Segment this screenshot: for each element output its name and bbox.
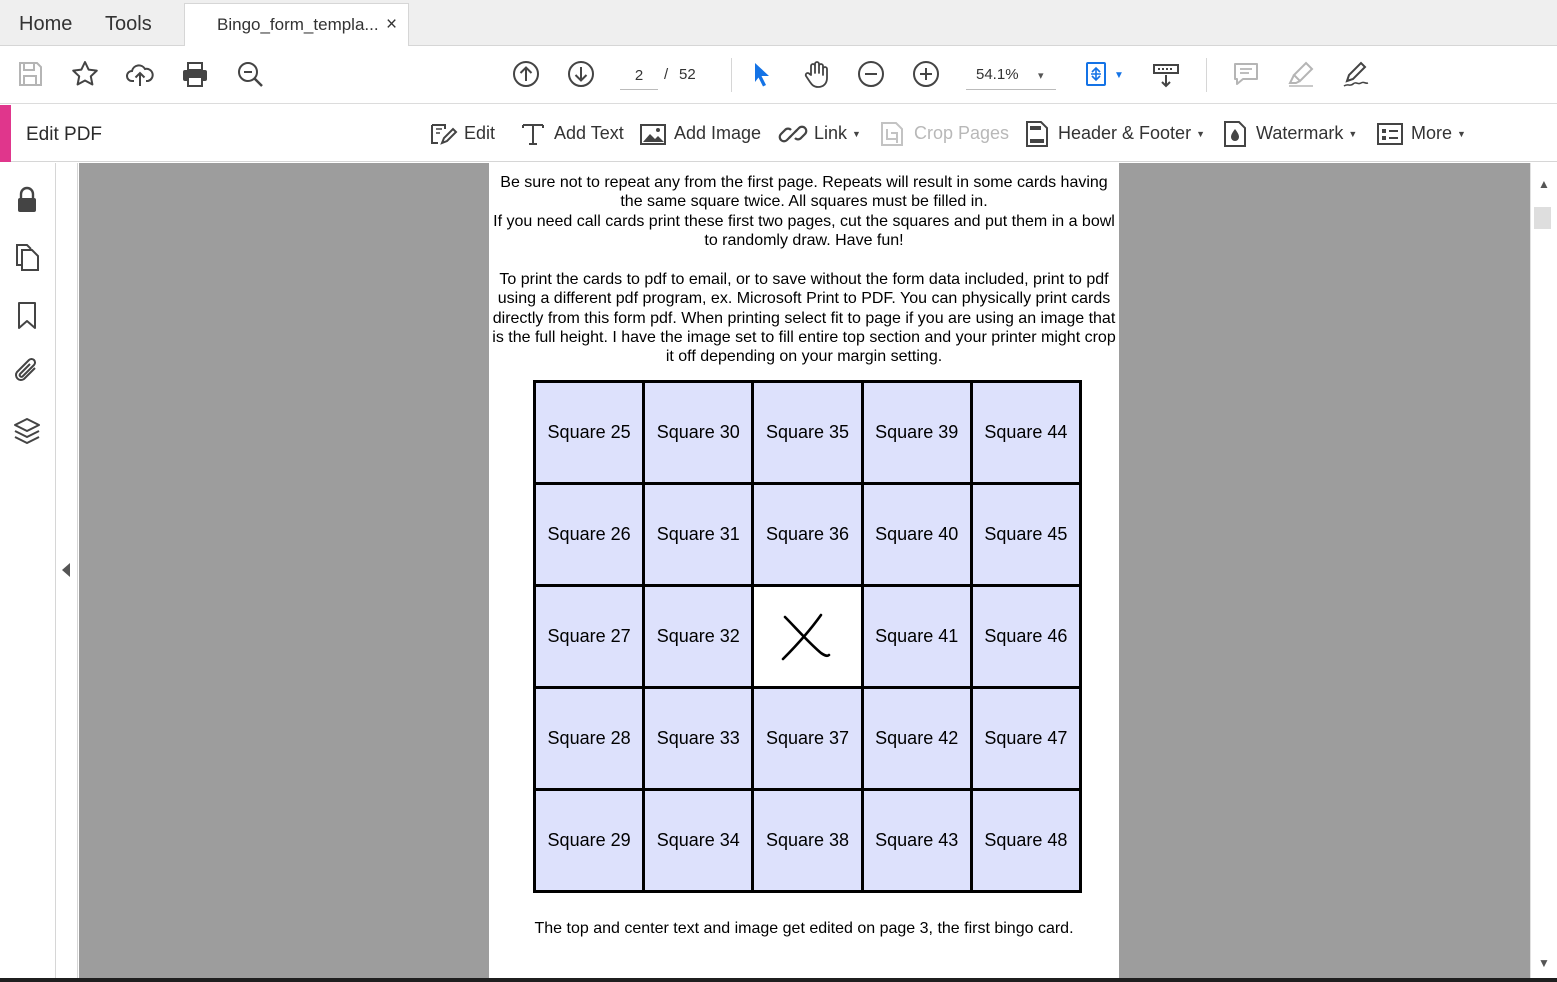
- chevron-down-icon: ▼: [852, 128, 861, 139]
- x-mark-icon: [777, 609, 837, 665]
- save-icon[interactable]: [12, 56, 48, 92]
- add-image-button[interactable]: [638, 105, 761, 162]
- link-button[interactable]: [778, 105, 861, 162]
- bingo-square[interactable]: Square 36: [754, 485, 860, 584]
- bingo-square[interactable]: Square 47: [973, 689, 1079, 788]
- edit-label: Edit: [464, 123, 496, 143]
- scroll-thumb[interactable]: [1534, 207, 1551, 229]
- bingo-square[interactable]: Square 35: [754, 383, 860, 482]
- scroll-mode-icon[interactable]: [1148, 56, 1184, 92]
- chevron-down-icon: ▼: [1196, 128, 1205, 139]
- chevron-down-icon: ▼: [1457, 128, 1466, 139]
- bingo-square[interactable]: Square 29: [536, 791, 642, 890]
- edit-pdf-toolbar: [0, 105, 1557, 162]
- bingo-square[interactable]: Square 46: [973, 587, 1079, 686]
- bingo-square[interactable]: Square 41: [864, 587, 970, 686]
- chevron-down-icon: ▾: [1038, 70, 1044, 82]
- bingo-square[interactable]: Square 25: [536, 383, 642, 482]
- bingo-square[interactable]: Square 44: [973, 383, 1079, 482]
- highlight-icon[interactable]: [1283, 56, 1319, 92]
- more-list-icon: [1375, 119, 1405, 149]
- bingo-square[interactable]: Square 40: [864, 485, 970, 584]
- window-bottom-edge: [0, 978, 1557, 982]
- edit-accent-stripe: [0, 105, 11, 162]
- watermark-button[interactable]: [1220, 105, 1357, 162]
- document-tab-title: Bingo_form_templa...: [217, 15, 379, 34]
- edit-pdf-title: Edit PDF: [26, 124, 103, 145]
- page-up-icon[interactable]: [508, 56, 544, 92]
- fit-page-icon[interactable]: [1078, 56, 1114, 92]
- add-image-icon: [638, 119, 668, 149]
- bottom-note: The top and center text and image get edited on page 3, the first bingo card.: [534, 920, 1074, 937]
- link-label: Link: [814, 123, 848, 143]
- toolbar-divider: [1206, 58, 1207, 92]
- pages-icon[interactable]: [10, 240, 44, 274]
- add-text-button[interactable]: [518, 105, 624, 162]
- edit-button[interactable]: [428, 105, 495, 162]
- bookmark-icon[interactable]: [10, 298, 44, 332]
- tab-tools[interactable]: Tools: [105, 13, 152, 35]
- bingo-card-grid: [533, 380, 1082, 893]
- layers-icon[interactable]: [10, 414, 44, 448]
- main-toolbar: [0, 46, 1557, 104]
- page-down-icon[interactable]: [563, 56, 599, 92]
- select-cursor-icon[interactable]: [743, 56, 779, 92]
- bingo-square[interactable]: Square 34: [645, 791, 751, 890]
- header-footer-icon: [1022, 119, 1052, 149]
- zoom-in-icon[interactable]: [908, 56, 944, 92]
- bingo-square[interactable]: Square 32: [645, 587, 751, 686]
- scroll-up-arrow-icon[interactable]: ▲: [1538, 177, 1550, 191]
- bingo-free-space[interactable]: [754, 587, 860, 686]
- bookmark-star-icon[interactable]: [67, 56, 103, 92]
- page-number-input[interactable]: 2: [620, 62, 658, 90]
- header-footer-label: Header & Footer: [1058, 123, 1192, 143]
- left-navigation-rail: [0, 163, 56, 982]
- zoom-out-icon[interactable]: [853, 56, 889, 92]
- lock-icon[interactable]: [10, 183, 44, 217]
- bingo-square[interactable]: Square 43: [864, 791, 970, 890]
- bingo-square[interactable]: Square 27: [536, 587, 642, 686]
- header-footer-button[interactable]: [1022, 105, 1205, 162]
- watermark-label: Watermark: [1256, 123, 1344, 143]
- add-text-icon: [518, 119, 548, 149]
- bingo-square[interactable]: Square 26: [536, 485, 642, 584]
- bingo-square[interactable]: Square 28: [536, 689, 642, 788]
- add-image-label: Add Image: [674, 123, 762, 143]
- bingo-square[interactable]: Square 42: [864, 689, 970, 788]
- page-separator: /: [664, 66, 669, 83]
- upload-cloud-icon[interactable]: [122, 56, 158, 92]
- instructions-paragraph-1: Be sure not to repeat any from the first page. Repeats will result in some cards having the same square twice. All squares must be filled in. If you need call cards print these first two pages, cut the squares and put them in a bowl to randomly draw. Have fun!: [493, 174, 1115, 249]
- bingo-square[interactable]: Square 30: [645, 383, 751, 482]
- pdf-page: [489, 163, 1119, 978]
- bingo-square[interactable]: Square 37: [754, 689, 860, 788]
- bingo-square[interactable]: Square 38: [754, 791, 860, 890]
- hand-tool-icon[interactable]: [798, 56, 834, 92]
- zoom-value: 54.1%: [976, 66, 1019, 83]
- bingo-square[interactable]: Square 45: [973, 485, 1079, 584]
- zoom-search-icon[interactable]: [232, 56, 268, 92]
- bingo-square[interactable]: Square 39: [864, 383, 970, 482]
- panel-collapse-strip[interactable]: [56, 163, 78, 982]
- link-icon: [778, 119, 808, 149]
- bingo-square[interactable]: Square 48: [973, 791, 1079, 890]
- add-text-label: Add Text: [554, 123, 624, 143]
- tab-bar: [0, 0, 1557, 46]
- print-icon[interactable]: [177, 56, 213, 92]
- document-tab[interactable]: [184, 3, 409, 47]
- attachment-icon[interactable]: [10, 354, 44, 388]
- crop-icon: [878, 119, 908, 149]
- comment-icon[interactable]: [1228, 56, 1264, 92]
- crop-pages-button[interactable]: [878, 105, 1009, 162]
- fit-page-caret[interactable]: ▼: [1114, 70, 1124, 81]
- chevron-down-icon: ▼: [1348, 128, 1358, 139]
- more-button[interactable]: [1375, 105, 1466, 162]
- total-pages: 52: [679, 66, 696, 83]
- edit-text-icon: [428, 119, 458, 149]
- tab-home[interactable]: Home: [19, 13, 73, 35]
- vertical-scrollbar[interactable]: [1530, 163, 1557, 978]
- watermark-icon: [1220, 119, 1250, 149]
- close-tab-button[interactable]: ×: [386, 14, 398, 35]
- toolbar-divider: [731, 58, 732, 92]
- sign-icon[interactable]: [1338, 56, 1374, 92]
- bingo-square[interactable]: Square 33: [645, 689, 751, 788]
- more-label: More: [1411, 123, 1453, 143]
- instructions-paragraph-2: To print the cards to pdf to email, or to save without the form data included, print to pdf using a different pdf program, ex. Microsoft Print to PDF. You can physically print cards directly from this form pdf. When printing select fit to page if you are using an image that is the full height. I have the image set to fill entire top section and your printer might crop it off depending on your margin setting.: [492, 271, 1116, 366]
- crop-pages-label: Crop Pages: [914, 123, 1010, 143]
- document-viewer[interactable]: [79, 163, 1530, 978]
- scroll-down-arrow-icon[interactable]: ▼: [1538, 956, 1550, 970]
- bingo-square[interactable]: Square 31: [645, 485, 751, 584]
- zoom-level-select[interactable]: [966, 62, 1056, 90]
- chevron-left-icon[interactable]: [62, 563, 70, 577]
